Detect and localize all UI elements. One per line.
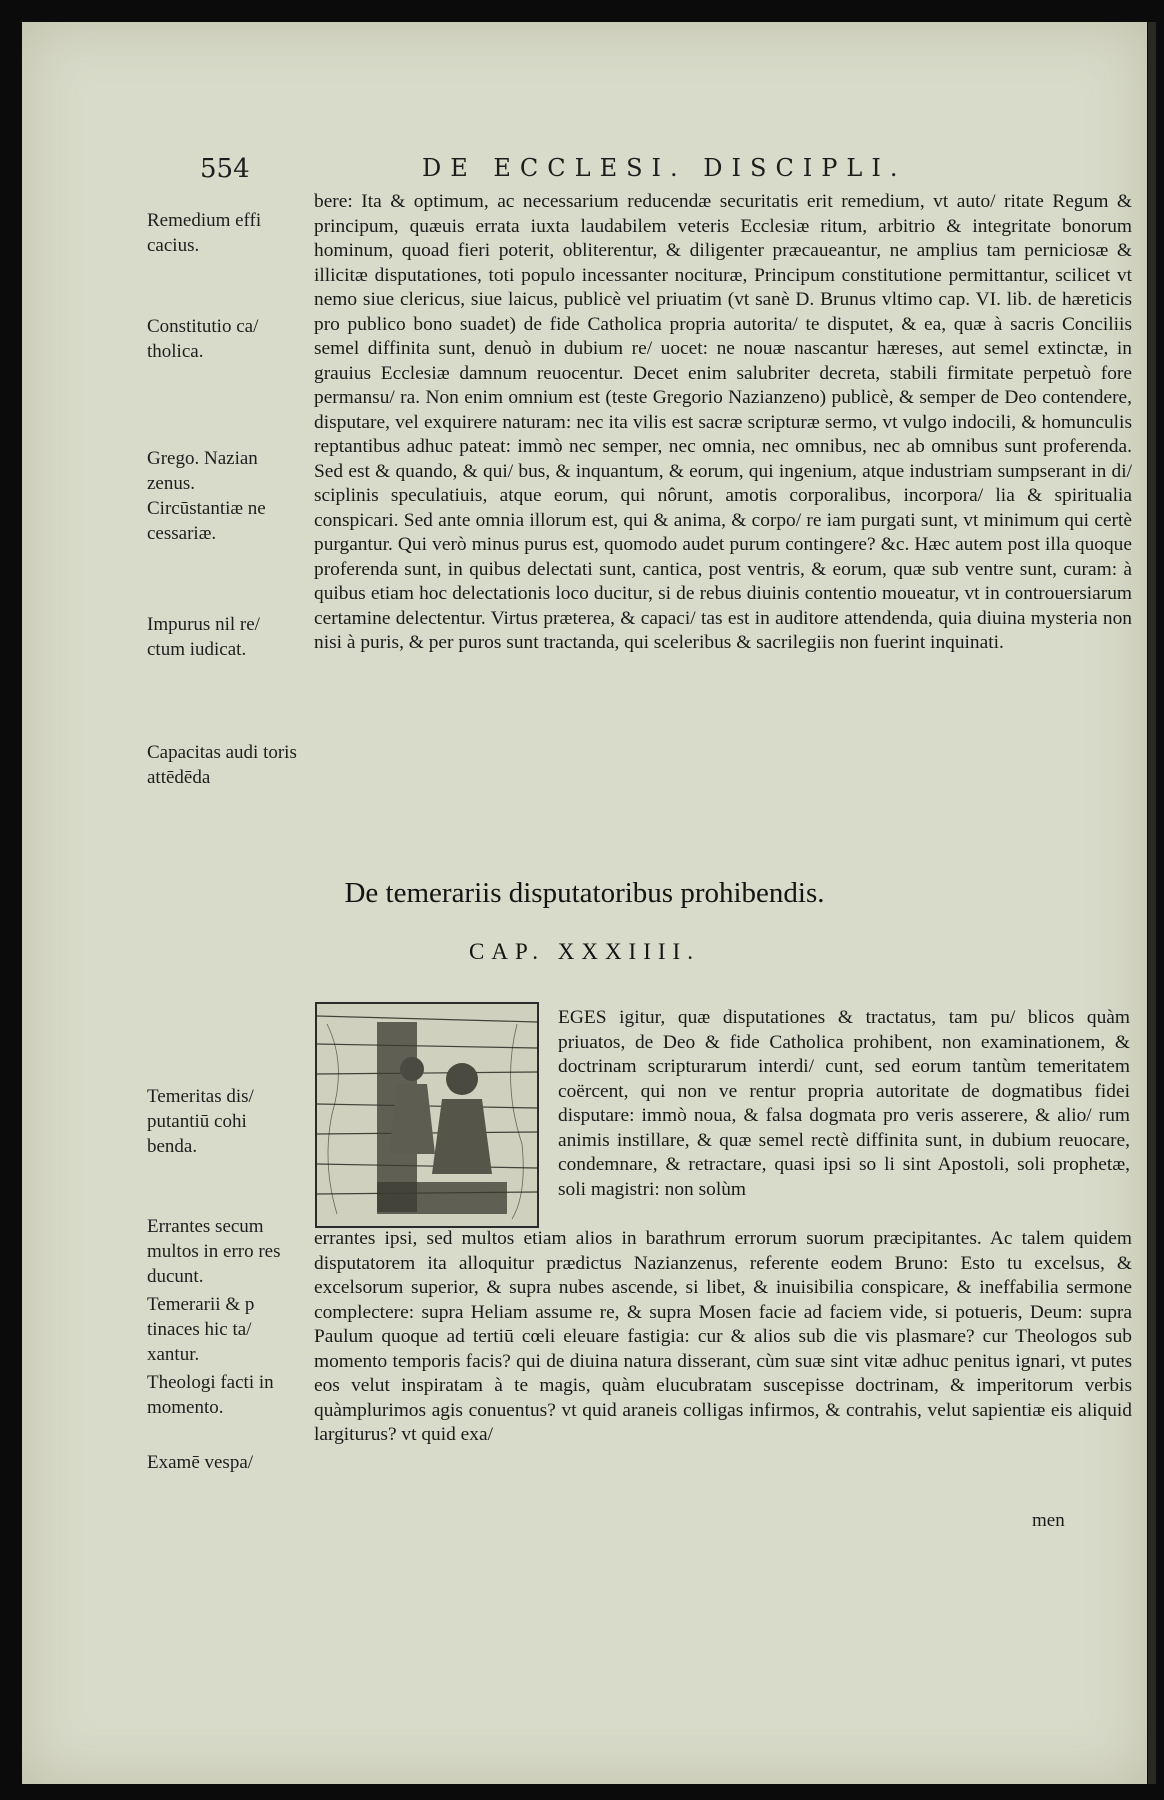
page-header <box>22 154 1147 188</box>
margin-note: Remedium effi cacius. <box>147 210 262 256</box>
decorated-initial-woodcut <box>315 1002 539 1228</box>
page-binding-edge <box>1148 22 1156 1784</box>
book-page <box>22 22 1147 1784</box>
margin-note: Theologi facti in momento. <box>147 1372 274 1418</box>
margin-note: Impurus nil re/ ctum iudicat. <box>147 614 260 660</box>
margin-note: Circūstantiæ ne cessariæ. <box>147 498 266 544</box>
figure-robe <box>432 1099 492 1174</box>
margin-note: Errantes secum multos in erro res ducunt. <box>147 1216 281 1287</box>
page-number: 554 <box>200 154 250 184</box>
margin-note: Capacitas audi toris attēdēda <box>147 742 297 788</box>
running-title: DE ECCLESI. DISCIPLI. <box>422 154 907 182</box>
margin-note: Temerarii & p tinaces hic ta/ xantur. <box>147 1294 255 1365</box>
initial-letter-foot <box>377 1182 507 1214</box>
margin-note: Examē vespa/ <box>147 1452 254 1473</box>
margin-note: Temeritas dis/ putantiū cohi benda. <box>147 1086 254 1157</box>
margin-note: Constitutio ca/ tholica. <box>147 316 259 362</box>
margin-note: Grego. Nazian zenus. <box>147 448 258 494</box>
chapter-number: CAP. XXXIIII. <box>469 939 700 964</box>
woodcut-illustration <box>317 1004 537 1226</box>
chapter-body-text: errantes ipsi, sed multos etiam alios in barathrum errorum suorum præcipitantes. Ac talem quidem disputatorem ita alloquitur prædictus Nazianzenus, referente eodem Bruno: Esto tu excelsus, & excelsorum superior, & supra nubes ascende, si libet, & inuisibilia conspicare, & ineffabilia sermone complectere: supra Heliam assume re, & supra Mosen facie ad faciem vide, si potueris, Deum: supra Paulum quoque ad tertiū cœli eleuare fastigia: cur & alios sub die vis plasmare? cur Theologos sub momento temporis facis? qui de diuina natura disserant, cùm suæ sint vitæ adhuc penitus ignari, vt putes eos velut inspiratam à te magis, quàm elucubratam suscepisse doctrinam, & imperitorum verbis quàmplurimos agis conuentus? vt quid araneis colligas infirmos, & contrahis, velut sapientiæ eis aliquid largiturus? vt quid exa/ <box>314 1228 1132 1445</box>
chapter-title: De temerariis disputatoribus prohibendis. <box>344 877 825 909</box>
catchword: men <box>1032 1510 1065 1531</box>
figure-head <box>446 1063 478 1095</box>
body-paragraph: bere: Ita & optimum, ac necessarium reducendæ securitatis erit remedium, vt auto/ ritate Regum & principum, quæuis errata iuxta laudabilem veteris Ecclesiæ ritum, arbitrio & integritate bonorum hominum, quoad fieri poterit, obliterentur, & diligenter præcaueantur, ne amplius tam perniciosæ & illicitæ disputationes, toti populo incessanter nocituræ, Principum constitutione permittantur, scilicet vt nemo siue clericus, siue laicus, publicè vel priuatim (vt sanè D. Brunus vltimo cap. VI. lib. de hæreticis pro publico bono suadet) de fide Catholica propria autorita/ te disputet, & ea, quæ à sacris Conciliis semel diffinita sunt, denuò in dubium re/ uocet: ne nouæ nascantur hæreses, aut semel extinctæ, in grauius Ecclesiæ damnum reuocentur. Decet enim salubriter decreta, stabili firmitate perpetuò fore permansu/ ra. Non enim omnium est (teste Gregorio Nazianzeno) publicè, & semper de Deo contendere, disputare, vel exquirere naturam: nec ita vilis est sacræ scripturæ sermo, vt vulgo indocili, & homunculis reptantibus adhuc pateat: immò nec semper, nec omnia, nec omnibus, nec ab omnibus sunt proferenda. Sed est & quando, & qui/ bus, & inquantum, & eorum, qui ingenium, atque industriam sumpserant in di/ sciplinis speculatiuis, atque eorum, qui nôrunt, amotis corporalibus, incorpora/ lia & spiritualia conspicari. Sed ante omnia illorum est, qui & anima, & corpo/ re iam purgati sunt, vt minimum qui certè purgantur. Qui verò minus purus est, quomodo audet purum contingere? &c. Hæc autem post illa quoque proferenda sunt, in quibus delectati sunt, cantica, post ventris, & eorum, quæ sub ventre sunt, curam: à quibus etiam hoc delectationis loco ducitur, si de rebus diuinis contentio moueatur, vt in controuersiarum certamine delectentur. Virtus præterea, & capaci/ tas est in auditore attendenda, quia diuina mysteria non nisi à puris, & per puros sunt tractanda, qui sceleribus & sacrilegiis non fuerint inquinati. <box>314 191 1132 653</box>
chapter-opening-text: EGES igitur, quæ disputationes & tractatus, tam pu/ blicos quàm priuatos, de Deo & fide Catholica prohibent, non examinationem, & doctrinam scripturarum interdi/ cunt, sed eorum tantùm temeritatem coërcent, qui non ve rentur propria autoritate de dogmatibus fidei disputare: immò noua, & falsa dogmata pro veris asserere, & alio/ rum animis instillare, & quæ semel rectè diffinita sunt, in dubium reuocare, condemnare, & retractare, quasi ipsi so li sint Apostoli, soli prophetæ, soli magistri: non solùm <box>558 1007 1130 1200</box>
